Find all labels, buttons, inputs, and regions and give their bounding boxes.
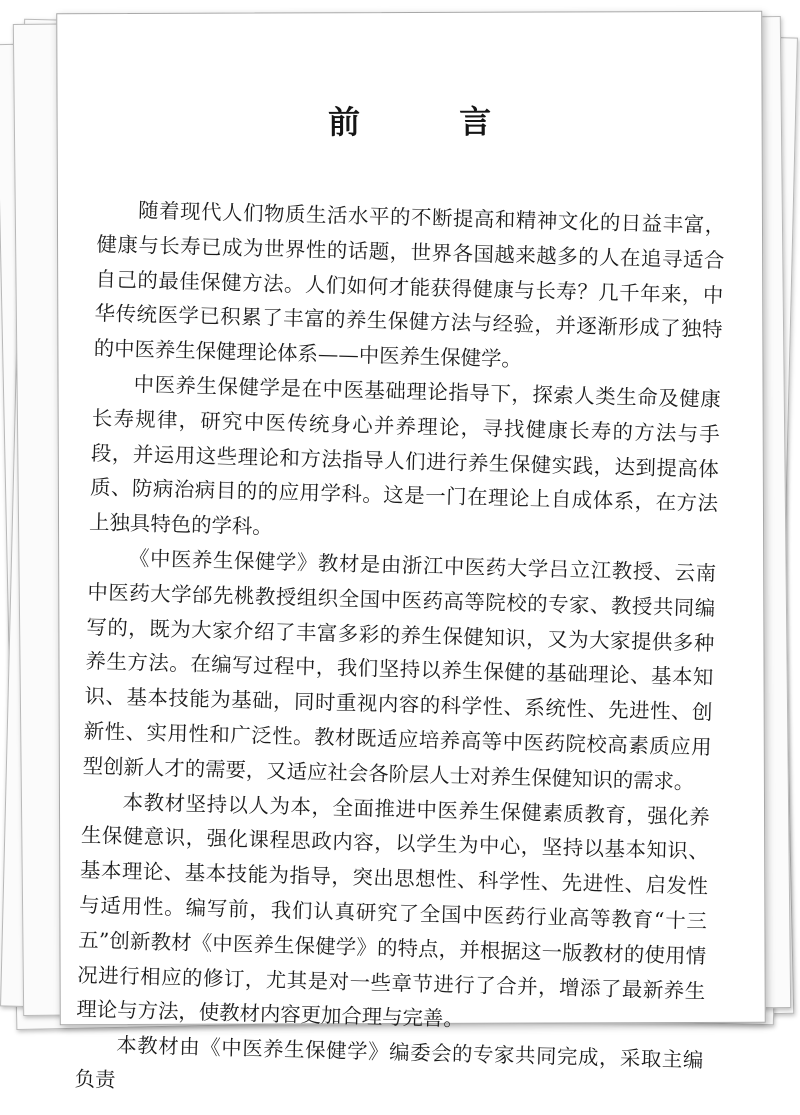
paragraph: 《中医养生保健学》教材是由浙江中医药大学吕立江教授、云南中医药大学邰先桃教授组织全国中医药高等院校的专家、教授共同编写的，既为大家介绍了丰富多彩的养生保健知识，又为大家提供多种养生方法。在编写过程中，我们坚持以养生保健的基础理论、基本知识、基本技能为基础，同时重视内容的科学性、系统性、先进性、创新性、实用性和广泛性。教材既适应培养高等中医药院校高素质应用型创新人才的需要，又适应社会各阶层人士对养生保健知识的需求。 [82, 546, 717, 794]
paragraph: 中医养生保健学是在中医基础理论指导下，探索人类生命及健康长寿规律，研究中医传统身心并养理论，寻找健康长寿的方法与手段，并运用这些理论和方法指导人们进行养生保健实践，达到提高体质、防病治病目的的应用学科。这是一门在理论上自成体系，在方法上独具特色的学科。 [88, 372, 721, 539]
page-title: 前 言 [327, 102, 536, 142]
preface-page [56, 11, 766, 1092]
preface-body [74, 192, 725, 1113]
paragraph: 本教材坚持以人为本，全面推进中医养生保健素质教育，强化养生保健意识，强化课程思政内容，以学生为中心，坚持以基本知识、基本理论、基本技能为指导，突出思想性、科学性、先进性、启发性与适用性。编写前，我们认真研究了全国中医药行业高等教育“十三五”创新教材《中医养生保健学》的特点，并根据这一版教材的使用情况进行相应的修订，尤其是对一些章节进行了合并，增添了最新养生理论与方法，使教材内容更加合理与完善。 [76, 789, 711, 1032]
paragraph: 本教材由《中医养生保健学》编委会的专家共同完成，采取主编负责 [74, 1032, 704, 1092]
paragraph: 随着现代人们物质生活水平的不断提高和精神文化的日益丰富，健康与长寿已成为世界性的话题，世界各国越来越多的人在追寻适合自己的最佳保健方法。人们如何才能获得健康与长寿？几千年来，中华传统医学已积累了丰富的养生保健方法与经验，并逐渐形成了独特的中医养生保健理论体系——中医养生保健学。 [93, 198, 726, 372]
